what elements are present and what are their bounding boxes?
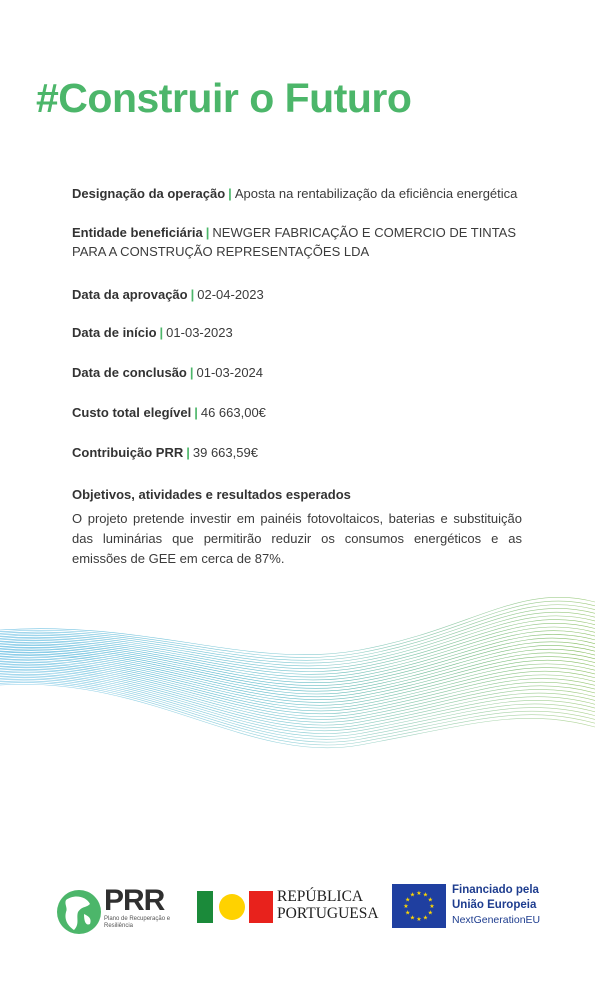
eu-star-icon: ★ xyxy=(405,897,411,904)
field-end-date xyxy=(72,363,522,382)
field-designation xyxy=(72,184,522,203)
field-eligible-cost xyxy=(72,403,522,422)
republica-portuguesa-text xyxy=(277,888,379,922)
eu-star-icon: ★ xyxy=(427,897,433,904)
portugal-flag-icon xyxy=(197,891,273,923)
eu-star-icon: ★ xyxy=(427,910,433,917)
separator: | xyxy=(159,325,164,340)
field-prr-contribution xyxy=(72,443,522,462)
field-label: Custo total elegível xyxy=(72,405,192,420)
decorative-waves xyxy=(0,580,595,800)
field-label: Data de conclusão xyxy=(72,365,187,380)
eu-star-icon: ★ xyxy=(409,892,416,899)
eu-star-icon: ★ xyxy=(422,915,429,922)
wave-line xyxy=(0,671,595,725)
field-value: 46 663,00€ xyxy=(200,405,266,420)
field-value: 01-03-2023 xyxy=(166,325,233,340)
funding-logos xyxy=(0,880,595,950)
eu-line1: Financiado pela xyxy=(452,884,539,896)
prr-name: Plano de Recuperação e Resiliência xyxy=(104,916,171,929)
eu-star-icon: ★ xyxy=(409,915,416,922)
wave-line xyxy=(0,616,595,669)
field-start-date xyxy=(72,323,522,342)
prr-logo-icon xyxy=(56,886,102,936)
eu-star-icon: ★ xyxy=(403,904,409,910)
eu-line2: União Europeia xyxy=(452,899,537,911)
prr-logo-text xyxy=(104,886,194,930)
republica-line2: PORTUGUESA xyxy=(277,905,379,922)
eu-star-icon: ★ xyxy=(416,891,422,897)
eu-line3: NextGenerationEU xyxy=(452,914,541,926)
wave-line xyxy=(0,601,595,658)
separator: | xyxy=(228,186,232,201)
wave-line xyxy=(0,597,595,655)
objectives-text: O projeto pretende investir em painéis fotovoltaicos, baterias e substituição das luminárias que permitirão reduzir os consumos energéticos e as emissões de GEE em cerca de 87%. xyxy=(72,511,522,566)
separator: | xyxy=(194,405,198,420)
field-value: 01-03-2024 xyxy=(196,365,264,380)
field-label: Data da aprovação xyxy=(72,287,188,302)
field-label: Data de início xyxy=(72,325,157,340)
field-approval-date xyxy=(72,285,522,304)
separator: | xyxy=(205,225,210,240)
field-value: Aposta na rentabilização da eficiência energética xyxy=(234,186,518,201)
field-value: 02-04-2023 xyxy=(197,287,264,302)
field-beneficiary xyxy=(72,223,522,261)
field-value: 39 663,59€ xyxy=(192,445,258,460)
field-label: Entidade beneficiária xyxy=(72,225,203,240)
eu-flag-icon xyxy=(392,884,446,928)
eu-funding-text xyxy=(452,883,540,928)
separator: | xyxy=(186,445,190,460)
separator: | xyxy=(189,365,194,380)
separator: | xyxy=(190,287,195,302)
eu-star-icon: ★ xyxy=(422,892,429,899)
wave-line xyxy=(0,620,595,672)
headline: #Construir o Futuro xyxy=(36,75,412,121)
eu-star-icon: ★ xyxy=(429,904,435,910)
objectives-title: Objetivos, atividades e resultados esperados xyxy=(72,487,351,502)
field-value: NEWGER FABRICAÇÃO E COMERCIO DE TINTAS PARA A CONSTRUÇÃO REPRESENTAÇÕES LDA xyxy=(72,225,517,259)
republica-line1: REPÚBLICA xyxy=(277,888,364,905)
eu-star-icon: ★ xyxy=(405,910,411,917)
field-label: Designação da operação xyxy=(72,186,226,201)
field-label: Contribuição PRR xyxy=(72,445,184,460)
eu-star-icon: ★ xyxy=(416,917,422,923)
prr-acronym: PRR xyxy=(104,884,165,917)
